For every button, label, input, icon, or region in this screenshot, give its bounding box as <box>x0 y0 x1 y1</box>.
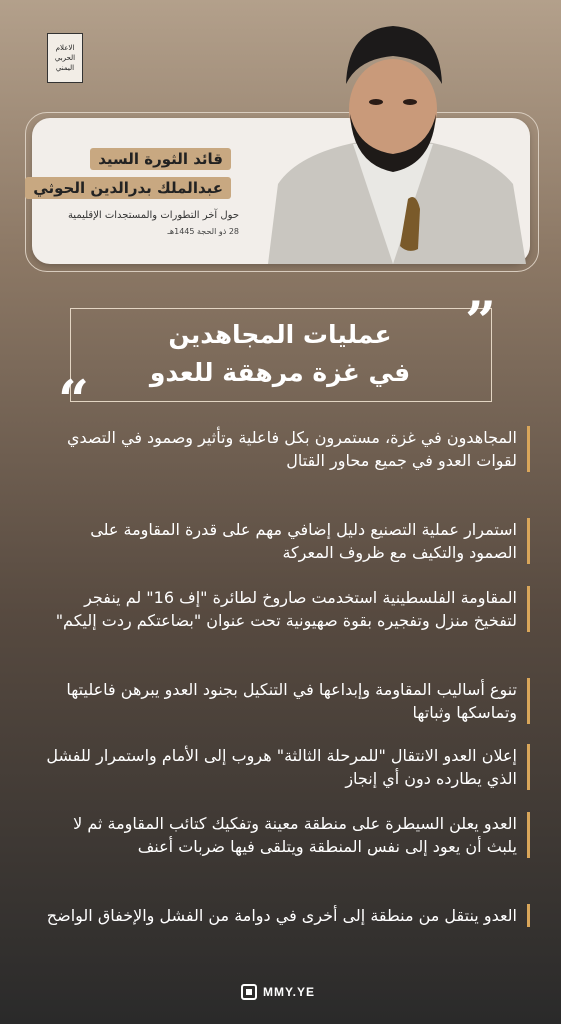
point-item: استمرار عملية التصنيع دليل إضافي مهم على قدرة المقاومة على الصمود والتكيف مع ظروف المعركة <box>39 518 530 564</box>
point-item: العدو ينتقل من منطقة إلى أخرى في دوامة من الفشل والإخفاق الواضح <box>39 904 530 927</box>
headline-line-2: في غزة مرهقة للعدو <box>149 358 411 387</box>
logo-line-2: الحربي <box>54 54 76 62</box>
brand-text: MMY.YE <box>263 985 316 999</box>
quote-open-icon: ” <box>465 289 497 353</box>
point-item: تنوع أساليب المقاومة وإبداعها في التنكيل بجنود العدو يبرهن فاعليتها وتماسكها وثباتها <box>39 678 530 724</box>
point-item: العدو يعلن السيطرة على منطقة معينة وتفكيك كتائب المقاومة ثم لا يلبث أن يعود إلى نفس المنطقة ويتلقى فيها ضربات أعنف <box>39 812 530 858</box>
point-item: إعلان العدو الانتقال "للمرحلة الثالثة" هروب إلى الأمام واستمرار للفشل الذي يطارده دون أي إنجاز <box>39 744 530 790</box>
header-date: 28 ذو الحجة 1445هـ <box>167 227 239 236</box>
media-logo <box>47 33 83 83</box>
headline-line-1: عمليات المجاهدين <box>168 320 392 349</box>
quote-close-icon: “ <box>58 368 90 432</box>
header-title-line-2: عبدالملك بدرالدين الحوثي <box>25 177 231 199</box>
point-item: المقاومة الفلسطينية استخدمت صاروخ لطائرة "إف 16" لم ينفجر لتفخيخ منزل وتفجيره بقوة صهيونية تحت عنوان "بضاعتكم ردت إليكم" <box>39 586 530 632</box>
logo-line-1: الاعلام <box>55 44 75 52</box>
point-item: المجاهدون في غزة، مستمرون بكل فاعلية وتأثير وصمود في التصدي لقوات العدو في جميع محاور القتال <box>39 426 530 472</box>
brand-icon <box>241 984 257 1000</box>
header-subtitle: حول آخر التطورات والمستجدات الإقليمية <box>67 210 239 221</box>
speaker-portrait <box>258 14 528 264</box>
header-title-line-1: قائد الثورة السيد <box>90 148 231 170</box>
footer-brand <box>241 984 315 1000</box>
logo-line-3: اليمني <box>55 64 75 72</box>
headline <box>70 316 490 392</box>
